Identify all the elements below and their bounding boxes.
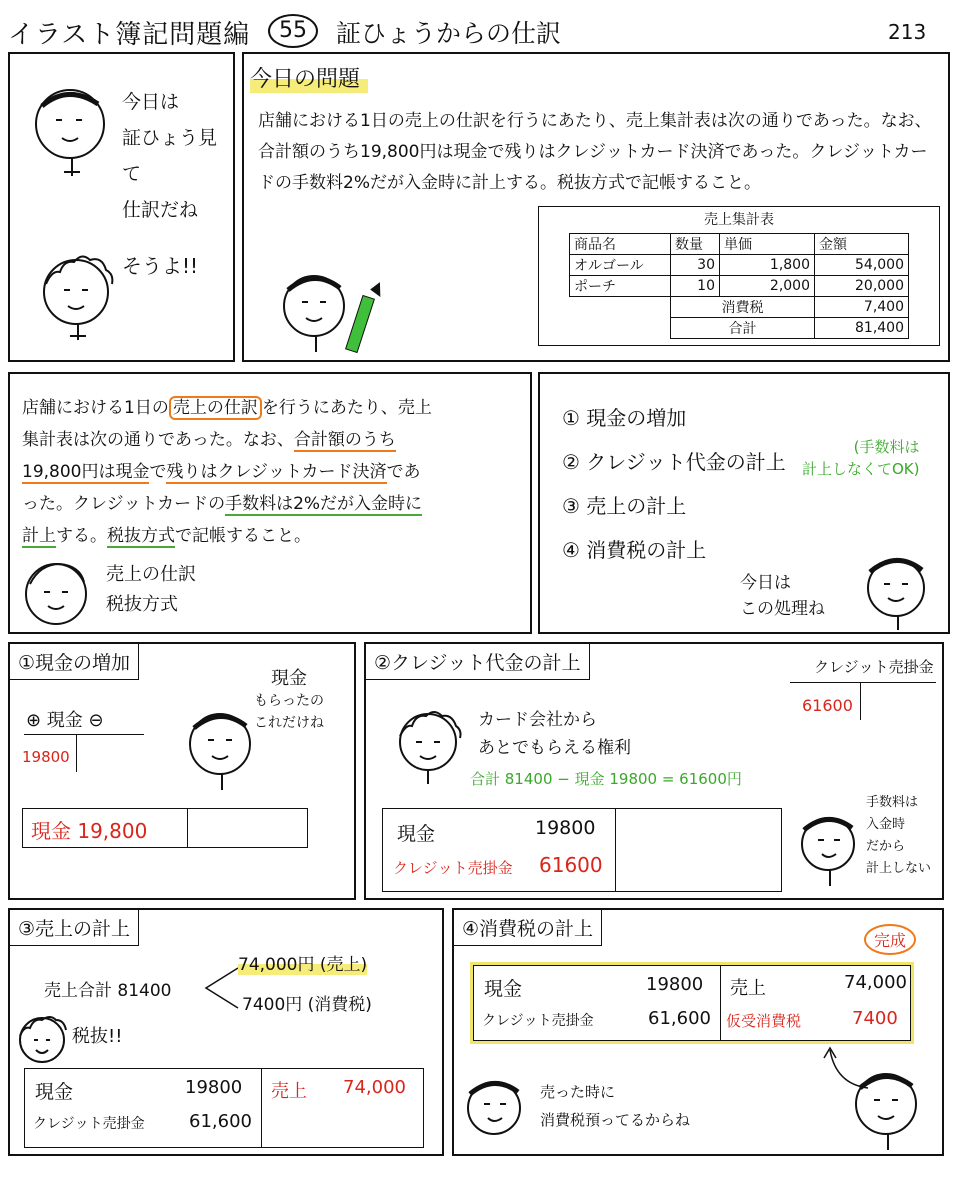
text-segment: 集計表は次の通りであった。なお、 xyxy=(22,430,294,450)
entry-debit1-amount: 19800 xyxy=(185,1077,243,1098)
text-underline: 合計額のうち xyxy=(293,430,396,450)
step-1: ① 現金の増加 xyxy=(562,406,687,430)
table-header-cell: 数量 xyxy=(671,234,720,255)
boy-face-icon xyxy=(858,550,938,632)
girl-face-icon xyxy=(16,554,96,634)
text-segment: で xyxy=(149,462,167,482)
final-entry-box xyxy=(470,962,914,1044)
text-segment: で記帳すること。 xyxy=(175,526,311,546)
boy-face-icon xyxy=(28,76,120,196)
text-segment: であ xyxy=(386,462,421,482)
boy-face-icon xyxy=(846,1064,932,1156)
tax-speech-line2: 消費税預ってるからね xyxy=(540,1111,691,1129)
entry-credit1-name: 売上 xyxy=(271,1081,307,1102)
panel-credit-receivable xyxy=(364,642,944,900)
text-underline: 手数料は2%だが入金時に xyxy=(225,494,423,514)
table-cell: 7,400 xyxy=(815,297,909,318)
text-highlight: 売上の仕訳 xyxy=(169,396,262,420)
entry-debit1-name: 現金 xyxy=(35,1081,74,1103)
entry-debit2-name: クレジット売掛金 xyxy=(33,1116,145,1132)
text-segment: 店舗における1日の xyxy=(22,398,169,418)
credit-speech xyxy=(478,706,631,762)
completed-stamp: 完成 xyxy=(864,924,916,955)
sales-total-formula: 売上合計 81400 xyxy=(44,981,172,1001)
table-empty-cell xyxy=(570,318,671,339)
credit-amount: 61600 xyxy=(802,696,853,715)
boy-speech-line3: 仕訳だね xyxy=(122,199,199,221)
sales-tag: ③売上の計上 xyxy=(10,910,139,946)
annotation-note-line1: 売上の仕訳 xyxy=(106,564,196,585)
side-note-line4: 計上しない xyxy=(866,861,932,876)
page-subtitle: 証ひょうからの仕訳 xyxy=(336,19,562,48)
text-underline: 税抜方式 xyxy=(107,526,175,546)
credit-side-note xyxy=(866,792,931,880)
steps-speech xyxy=(740,570,825,622)
boy-speech-line2: 証ひょう見て xyxy=(122,127,218,185)
entry-divider xyxy=(720,966,721,1040)
boy-with-pencil-icon xyxy=(274,266,394,366)
entry-credit1-amount: 74,000 xyxy=(343,1077,406,1098)
page-number: 213 xyxy=(888,20,927,44)
tax-speech-line1: 売った時に xyxy=(540,1083,616,1101)
table-cell: オルゴール xyxy=(570,255,671,276)
annotation-note-line2: 税抜方式 xyxy=(106,594,178,615)
boy-speech-line1: 今日は xyxy=(122,91,180,113)
steps-speech-line1: 今日は xyxy=(740,573,791,593)
problem-heading: 今日の問題 xyxy=(250,62,368,93)
text-underline: 計上 xyxy=(22,526,56,546)
table-row xyxy=(570,255,909,276)
table-empty-cell xyxy=(570,297,671,318)
problem-text: 店舗における1日の売上の仕訳を行うにあたり、売上集計表は次の通りであった。なお、合計額のうち19,800円は現金で残りはクレジットカード決済であった。クレジットカードの手数料2%だが入金時に計上する。税抜方式で記帳すること。 xyxy=(258,111,932,193)
table-cell: 81,400 xyxy=(815,318,909,339)
side-note-line3: だから xyxy=(866,839,906,854)
cash-speech-line2: もらったの xyxy=(254,693,324,709)
table-header-cell: 金額 xyxy=(815,234,909,255)
t-account-line xyxy=(24,734,144,735)
sales-summary-table xyxy=(569,233,909,339)
fee-note xyxy=(802,436,920,480)
cash-speech-line3: これだけね xyxy=(254,715,324,731)
entry-debit2-amount: 61,600 xyxy=(648,1008,711,1029)
cash-entry-debit: 現金 19,800 xyxy=(31,819,148,843)
entry-debit2-name: クレジット売掛金 xyxy=(482,1013,594,1029)
branch-lines-icon xyxy=(202,962,242,1012)
table-cell: 30 xyxy=(671,255,720,276)
cash-amount: 19800 xyxy=(22,748,70,766)
entry-credit2-amount: 7400 xyxy=(852,1008,898,1029)
credit-entry-box xyxy=(382,808,782,892)
boy-speech xyxy=(122,84,233,228)
table-cell: 1,800 xyxy=(720,255,815,276)
tax-tag: ④消費税の計上 xyxy=(454,910,602,946)
side-note-line2: 入金時 xyxy=(866,817,906,832)
table-cell: 消費税 xyxy=(671,297,815,318)
tax-speech xyxy=(540,1078,690,1134)
girl-speech: そうよ!! xyxy=(122,254,199,278)
text-segment: った。クレジットカードの xyxy=(22,494,226,514)
table-header-row xyxy=(570,234,909,255)
credit-tag: ②クレジット代金の計上 xyxy=(366,644,590,680)
panel-steps xyxy=(538,372,950,634)
entry-credit1-amount: 74,000 xyxy=(844,972,907,993)
entry-debit1-name: 現金 xyxy=(397,823,436,845)
title-text: イラスト簿記問題編 xyxy=(8,20,251,50)
entry-debit2-name: クレジット売掛金 xyxy=(393,859,513,877)
panel-annotated-problem xyxy=(8,372,532,634)
cash-account-label: ⊕ 現金 ⊖ xyxy=(26,710,104,731)
entry-debit1-amount: 19800 xyxy=(646,974,704,995)
t-account-divider xyxy=(76,734,77,772)
table-cell: 10 xyxy=(671,276,720,297)
text-segment: を行うにあたり、売上 xyxy=(261,398,432,418)
fee-note-line2: 計上しなくてOK) xyxy=(802,460,920,478)
entry-debit1-amount: 19800 xyxy=(535,817,596,839)
panel-problem xyxy=(242,52,950,362)
sales-entry-box xyxy=(24,1068,424,1148)
sales-branch-net: 74,000円 (売上) xyxy=(238,950,367,975)
boy-face-icon xyxy=(180,704,260,804)
step-4: ④ 消費税の計上 xyxy=(562,538,707,562)
credit-speech-line2: あとでもらえる権利 xyxy=(478,738,631,758)
table-cell: 20,000 xyxy=(815,276,909,297)
entry-divider xyxy=(261,1069,262,1147)
entry-credit2-name: 仮受消費税 xyxy=(726,1012,802,1030)
page-title xyxy=(8,14,250,51)
step-2: ② クレジット代金の計上 xyxy=(562,450,786,474)
boy-face-icon xyxy=(794,808,866,892)
entry-credit1-name: 売上 xyxy=(730,978,766,999)
annotation-note xyxy=(106,560,196,620)
credit-account-label: クレジット売掛金 xyxy=(814,658,934,676)
entry-debit2-amount: 61600 xyxy=(539,853,603,877)
table-row xyxy=(570,318,909,339)
panel-intro-chat xyxy=(8,52,235,362)
sales-summary-box xyxy=(538,206,940,346)
cash-entry-box xyxy=(22,808,308,848)
tax-excluded-speech: 税抜!! xyxy=(72,1026,123,1047)
text-underline: 残りはクレジットカード決済 xyxy=(166,462,387,482)
steps-list xyxy=(562,396,786,572)
table-cell: 54,000 xyxy=(815,255,909,276)
panel-sales-recording xyxy=(8,908,444,1156)
t-account-divider xyxy=(860,682,861,720)
girl-face-icon xyxy=(34,244,124,354)
text-segment: する。 xyxy=(56,526,107,546)
t-account-line xyxy=(790,682,936,683)
cash-increase-tag: ①現金の増加 xyxy=(10,644,139,680)
table-header-cell: 単価 xyxy=(720,234,815,255)
table-cell: 2,000 xyxy=(720,276,815,297)
cash-speech-line1: 現金 xyxy=(271,668,307,689)
entry-divider xyxy=(187,809,188,847)
panel-cash-increase xyxy=(8,642,356,900)
girl-face-icon xyxy=(14,1010,74,1074)
step-3: ③ 売上の計上 xyxy=(562,494,687,518)
text-underline: 19,800円は現金 xyxy=(22,462,150,482)
steps-speech-line2: この処理ね xyxy=(740,599,825,619)
credit-speech-line1: カード会社から xyxy=(478,710,597,730)
sales-branch-tax: 7400円 (消費税) xyxy=(242,995,372,1015)
issue-number-badge xyxy=(268,14,318,48)
entry-debit2-amount: 61,600 xyxy=(189,1111,252,1132)
annotated-text xyxy=(22,392,508,552)
boy-face-icon xyxy=(460,1072,530,1152)
credit-calculation: 合計 81400 − 現金 19800 = 61600円 xyxy=(470,770,742,788)
issue-number: 55 xyxy=(279,18,307,43)
table-cell: ポーチ xyxy=(570,276,671,297)
table-cell: 合計 xyxy=(671,318,815,339)
girl-face-icon xyxy=(390,704,470,788)
cash-speech xyxy=(254,668,324,734)
side-note-line1: 手数料は xyxy=(866,795,919,810)
entry-divider xyxy=(615,809,616,891)
table-row xyxy=(570,297,909,318)
fee-note-line1: (手数料は xyxy=(853,438,920,456)
sales-summary-title: 売上集計表 xyxy=(704,212,774,228)
entry-debit1-name: 現金 xyxy=(484,978,523,1000)
table-row xyxy=(570,276,909,297)
panel-consumption-tax xyxy=(452,908,944,1156)
table-header-cell: 商品名 xyxy=(570,234,671,255)
